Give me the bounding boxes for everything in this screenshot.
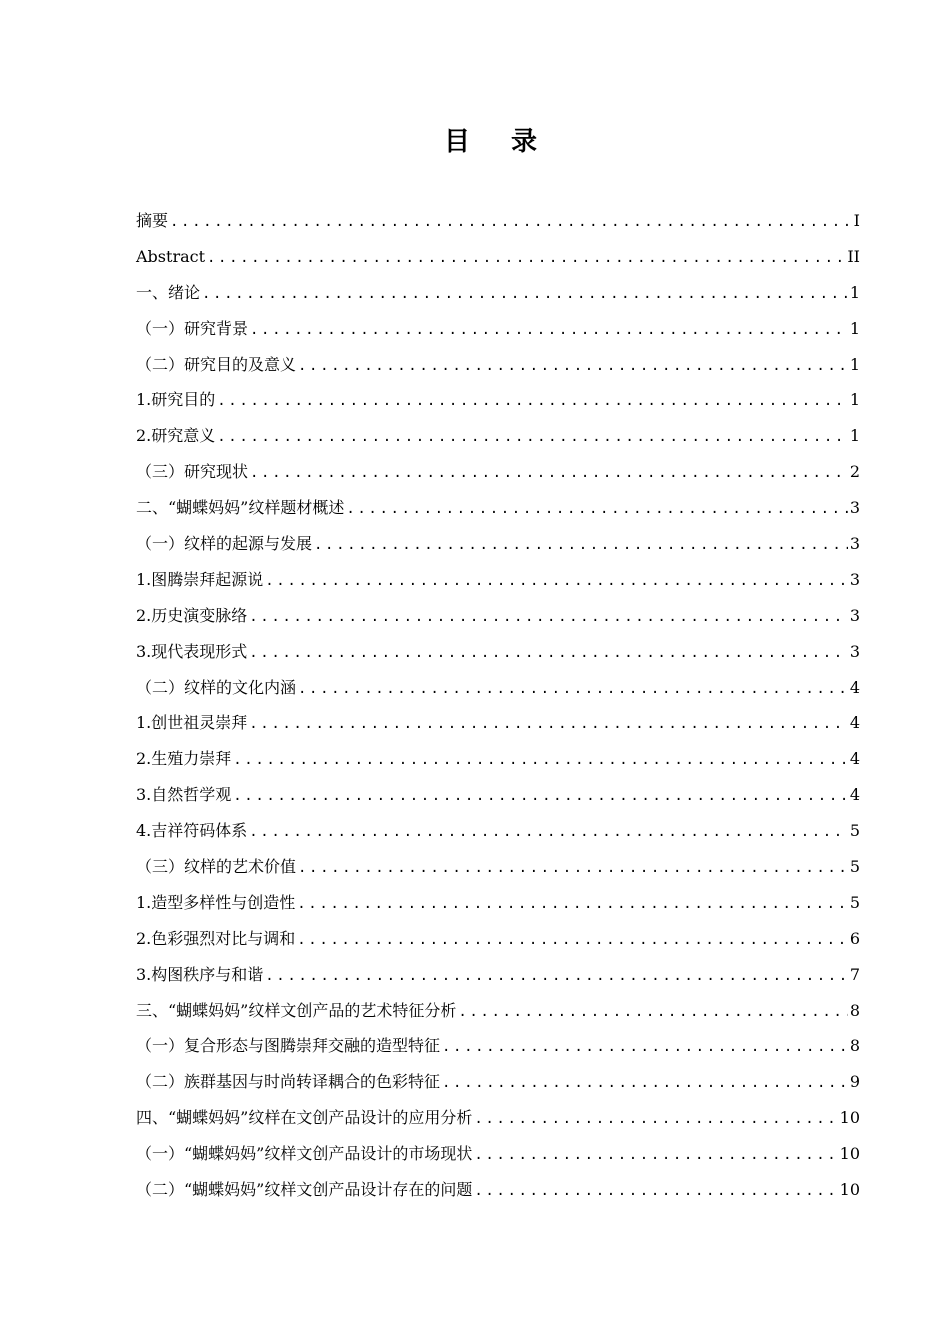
toc-entry[interactable] xyxy=(136,1180,860,1216)
toc-entry[interactable] xyxy=(136,821,860,857)
toc-entry-label: （一）“蝴蝶妈妈”纹样文创产品设计的市场现状 xyxy=(136,1144,473,1164)
toc-entry-label: 1.研究目的 xyxy=(136,390,216,410)
toc-entry-page: I xyxy=(853,211,860,230)
toc-entry[interactable] xyxy=(136,247,860,283)
toc-entry-page: 1 xyxy=(849,282,860,302)
toc-entry-page: 7 xyxy=(849,964,860,984)
toc-dot-leader xyxy=(202,284,848,304)
toc-dot-leader xyxy=(442,1073,848,1093)
toc-entry-page: 3 xyxy=(849,641,860,661)
toc-entry-page: 3 xyxy=(849,569,860,589)
toc-entry-label: 1.造型多样性与创造性 xyxy=(136,892,296,912)
toc-dot-leader xyxy=(265,966,848,986)
toc-dot-leader xyxy=(249,822,848,842)
toc-entry[interactable] xyxy=(136,642,860,678)
toc-dot-leader xyxy=(458,1002,847,1022)
toc-entry-page: 2 xyxy=(849,462,860,482)
toc-dot-leader xyxy=(250,320,848,340)
toc-entry-page: 3 xyxy=(849,605,860,625)
toc-entry[interactable] xyxy=(136,462,860,498)
toc-dot-leader xyxy=(249,714,848,734)
toc-entry-label: （三）研究现状 xyxy=(136,462,249,482)
toc-entry-label: 摘要 xyxy=(136,211,169,230)
toc-entry-page: 5 xyxy=(849,821,860,841)
toc-entry-page: 10 xyxy=(839,1180,860,1200)
toc-entry-page: 1 xyxy=(849,390,860,410)
toc-dot-leader xyxy=(474,1145,837,1165)
toc-dot-leader xyxy=(474,1109,837,1129)
toc-entry-label: （二）研究目的及意义 xyxy=(136,354,297,374)
toc-entry[interactable] xyxy=(136,390,860,426)
toc-entry-page: 1 xyxy=(849,426,860,446)
toc-entry[interactable] xyxy=(136,785,860,821)
toc-entry-page: 1 xyxy=(849,354,860,374)
toc-entry-label: （一）纹样的起源与发展 xyxy=(136,534,313,554)
toc-entry[interactable] xyxy=(136,355,860,391)
page-title: 目 录 xyxy=(443,127,554,157)
toc-entry-page: 5 xyxy=(849,857,860,877)
toc-entry[interactable] xyxy=(136,283,860,319)
toc-entry-page: 3 xyxy=(849,534,860,554)
toc-entry-page: 4 xyxy=(849,713,860,733)
toc-dot-leader xyxy=(170,212,852,232)
toc-dot-leader xyxy=(233,750,848,770)
toc-entry-label: 二、“蝴蝶妈妈”纹样题材概述 xyxy=(136,498,345,518)
toc-entry-label: 2.历史演变脉络 xyxy=(136,605,248,625)
toc-entry-page: 4 xyxy=(849,749,860,769)
toc-entry-label: 2.研究意义 xyxy=(136,426,216,446)
toc-entry-page: 10 xyxy=(839,1144,860,1164)
toc-entry-page: 1 xyxy=(849,318,860,338)
toc-entry[interactable] xyxy=(136,319,860,355)
toc-dot-leader xyxy=(207,248,845,268)
toc-dot-leader xyxy=(297,894,848,914)
toc-dot-leader xyxy=(249,643,848,663)
toc-entry-label: （二）纹样的文化内涵 xyxy=(136,677,297,697)
toc-entry-page: 4 xyxy=(849,677,860,697)
toc-entry-label: 一、绪论 xyxy=(136,282,201,302)
toc-entry[interactable] xyxy=(136,678,860,714)
toc-entry[interactable] xyxy=(136,426,860,462)
toc-entry-page: 3 xyxy=(849,498,860,518)
toc-entry-label: （二）“蝴蝶妈妈”纹样文创产品设计存在的问题 xyxy=(136,1180,473,1200)
toc-entry[interactable] xyxy=(136,534,860,570)
toc-dot-leader xyxy=(297,930,848,950)
toc-entry-label: Abstract xyxy=(136,246,206,266)
toc-dot-leader xyxy=(233,786,848,806)
toc-entry[interactable] xyxy=(136,1036,860,1072)
toc-entry-label: 2.色彩强烈对比与调和 xyxy=(136,928,296,948)
toc-entry-page: 8 xyxy=(849,1000,860,1020)
toc-dot-leader xyxy=(474,1181,837,1201)
toc-entry-label: 三、“蝴蝶妈妈”纹样文创产品的艺术特征分析 xyxy=(136,1000,457,1020)
toc-entry[interactable] xyxy=(136,749,860,785)
toc-entry-label: （一）研究背景 xyxy=(136,318,249,338)
toc-entry[interactable] xyxy=(136,1072,860,1108)
toc-entry[interactable] xyxy=(136,929,860,965)
toc-dot-leader xyxy=(250,463,848,483)
toc-entry[interactable] xyxy=(136,570,860,606)
toc-entry-label: 1.图腾崇拜起源说 xyxy=(136,569,264,589)
toc-entry[interactable] xyxy=(136,893,860,929)
toc-entry[interactable] xyxy=(136,713,860,749)
toc-entry-label: （一）复合形态与图腾崇拜交融的造型特征 xyxy=(136,1036,441,1056)
toc-entry-page: 5 xyxy=(849,892,860,912)
toc-entry-label: （二）族群基因与时尚转译耦合的色彩特征 xyxy=(136,1072,441,1092)
toc-entry-label: 4.吉祥符码体系 xyxy=(136,821,248,841)
toc-entry-page: 9 xyxy=(849,1072,860,1092)
toc-dot-leader xyxy=(442,1037,848,1057)
toc-entry-label: 四、“蝴蝶妈妈”纹样在文创产品设计的应用分析 xyxy=(136,1108,473,1128)
toc-entry-page: 8 xyxy=(849,1036,860,1056)
toc-entry-page: 10 xyxy=(839,1108,860,1128)
toc-entry-page: 6 xyxy=(849,928,860,948)
toc-entry[interactable] xyxy=(136,606,860,642)
toc-entry[interactable] xyxy=(136,857,860,893)
toc-entry-page: 4 xyxy=(849,785,860,805)
toc-dot-leader xyxy=(314,535,848,555)
toc-entry[interactable] xyxy=(136,498,860,534)
table-of-contents xyxy=(136,211,860,1216)
toc-entry-label: 3.自然哲学观 xyxy=(136,785,232,805)
toc-dot-leader xyxy=(346,499,847,519)
toc-entry-label: 2.生殖力崇拜 xyxy=(136,749,232,769)
toc-entry-label: 3.构图秩序与和谐 xyxy=(136,964,264,984)
toc-dot-leader xyxy=(249,607,848,627)
toc-entry-label: （三）纹样的艺术价值 xyxy=(136,857,297,877)
toc-entry-page: II xyxy=(847,246,860,266)
toc-dot-leader xyxy=(298,356,848,376)
toc-dot-leader xyxy=(298,858,848,878)
toc-dot-leader xyxy=(217,427,848,447)
toc-entry[interactable] xyxy=(136,1108,860,1144)
toc-entry[interactable] xyxy=(136,1001,860,1037)
toc-dot-leader xyxy=(217,391,848,411)
toc-entry-label: 1.创世祖灵崇拜 xyxy=(136,713,248,733)
toc-entry[interactable] xyxy=(136,1144,860,1180)
toc-dot-leader xyxy=(265,571,848,591)
toc-entry-label: 3.现代表现形式 xyxy=(136,641,248,661)
toc-entry[interactable] xyxy=(136,211,860,247)
toc-entry[interactable] xyxy=(136,965,860,1001)
toc-dot-leader xyxy=(298,679,848,699)
